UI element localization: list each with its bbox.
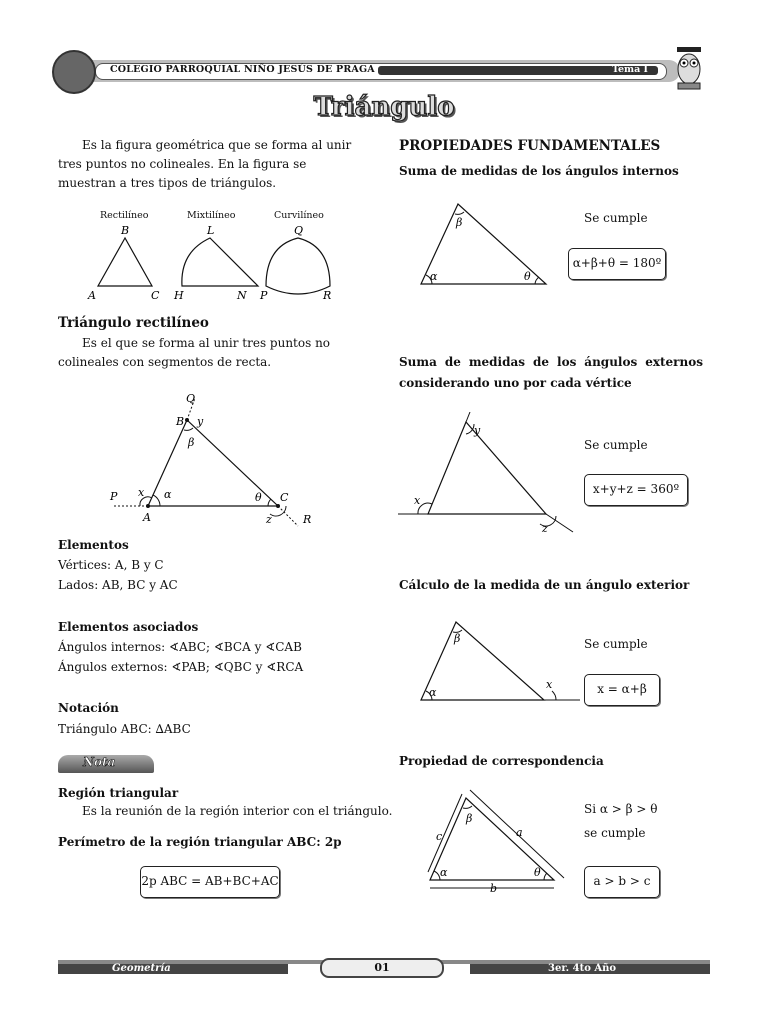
page-title: Triángulo [313,92,455,122]
p3-title: Cálculo de la medida de un ángulo exterior [399,578,690,592]
label-N: N [237,289,247,302]
p2-label-y: y [474,424,481,437]
angulos-externos: Ángulos externos: ∢PAB; ∢QBC y ∢RCA [58,660,304,674]
p4-label-beta: β [466,812,473,825]
fig-label-z: z [266,513,272,526]
p1-label-theta: θ [524,270,531,283]
label-H: H [174,289,184,302]
region-heading: Región triangular [58,786,179,800]
p2-label-z: z [542,522,548,534]
p4-title: Propiedad de correspondencia [399,754,604,768]
label-L: L [207,224,215,237]
footer-left-bar [58,964,288,974]
p4-formula: a > b > c [584,866,660,898]
fig-label-x: x [138,486,145,499]
type-label-curv: Curvilíneo [274,210,324,221]
angulos-internos: Ángulos internos: ∢ABC; ∢BCA y ∢CAB [58,640,302,654]
school-name: COLEGIO PARROQUIAL NIÑO JESÚS DE PRAGA [110,64,375,75]
p4-condition: Si α > β > θ [584,802,658,816]
school-logo [52,50,96,94]
footer-subject: Geometría [112,963,171,974]
p3-formula: x = α+β [584,674,660,706]
notacion-text: Triángulo ABC: ∆ABC [58,722,191,736]
p1-label-alpha: α [430,270,438,283]
p4-figure [418,786,583,898]
p3-figure [418,614,583,706]
elementos-heading: Elementos [58,538,129,552]
asociados-heading: Elementos asociados [58,620,199,634]
fig-label-beta: β [188,436,195,449]
rectilineo-text: Es el que se forma al unir tres puntos no colineales con segmentos de recta. [58,336,331,369]
fig-label-B: B [176,415,185,428]
p2-formula: x+y+z = 360º [584,474,688,506]
p2-label-x: x [414,494,421,507]
fig-label-C: C [280,491,289,504]
p4-label-theta: θ [534,866,541,879]
propiedades-heading: PROPIEDADES FUNDAMENTALES [399,138,661,154]
p1-formula: α+β+θ = 180º [568,248,666,280]
fig-label-y: y [197,415,204,428]
fig-label-P: P [110,490,118,503]
owl-mascot-icon [674,45,704,91]
notacion-heading: Notación [58,701,119,715]
fig-label-alpha: α [164,488,172,501]
fig-label-theta: θ [255,491,262,504]
lados-text: Lados: AB, BC y AC [58,578,178,592]
p3-cumple: Se cumple [584,637,648,651]
intro-text: Es la figura geométrica que se forma al unir tres puntos no colineales. En la figura se muestran a tres tipos de triángulos. [58,138,352,190]
p1-figure [418,196,553,288]
fig-label-A: A [143,511,151,524]
rectilineo-heading: Triángulo rectilíneo [58,315,209,331]
perimetro-formula: 2p ABC = AB+BC+AC [140,866,280,898]
p4-label-c: c [436,830,443,843]
p4-label-a: a [516,826,523,839]
p2-figure [398,412,578,534]
p3-label-alpha: α [429,686,437,699]
triangle-types-figure [80,222,350,307]
label-B: B [121,224,130,237]
p1-title: Suma de medidas de los ángulos internos [399,164,679,178]
p2-cumple: Se cumple [584,438,648,452]
fig-label-R: R [303,513,312,526]
type-label-mixt: Mixtilíneo [187,210,236,221]
footer-grade: 3er. 4to Año [548,963,617,974]
label-Q: Q [294,224,304,237]
p3-label-beta: β [454,632,461,645]
tema-label: Tema I [612,64,648,75]
nota-label: Nota [83,755,116,769]
fig-label-Q: Q [186,392,196,405]
vertices-text: Vértices: A, B y C [58,558,164,572]
p1-cumple: Se cumple [584,211,648,225]
perimetro-heading: Perímetro de la región triangular ABC: 2p [58,835,342,849]
label-P: P [260,289,268,302]
p4-cumple: se cumple [584,826,646,840]
p1-label-beta: β [456,216,463,229]
type-label-rect: Rectilíneo [100,210,149,221]
label-R: R [323,289,332,302]
p4-label-alpha: α [440,866,448,879]
p2-title: Suma de medidas de los ángulos externos considerando uno por cada vértice [399,355,703,390]
p3-label-x: x [546,678,553,691]
label-A: A [88,289,96,302]
p4-label-b: b [490,882,498,895]
rectilineo-figure [100,390,330,530]
label-C: C [151,289,160,302]
region-text: Es la reunión de la región interior con el triángulo. [82,804,393,818]
page-number: 01 [320,958,444,978]
